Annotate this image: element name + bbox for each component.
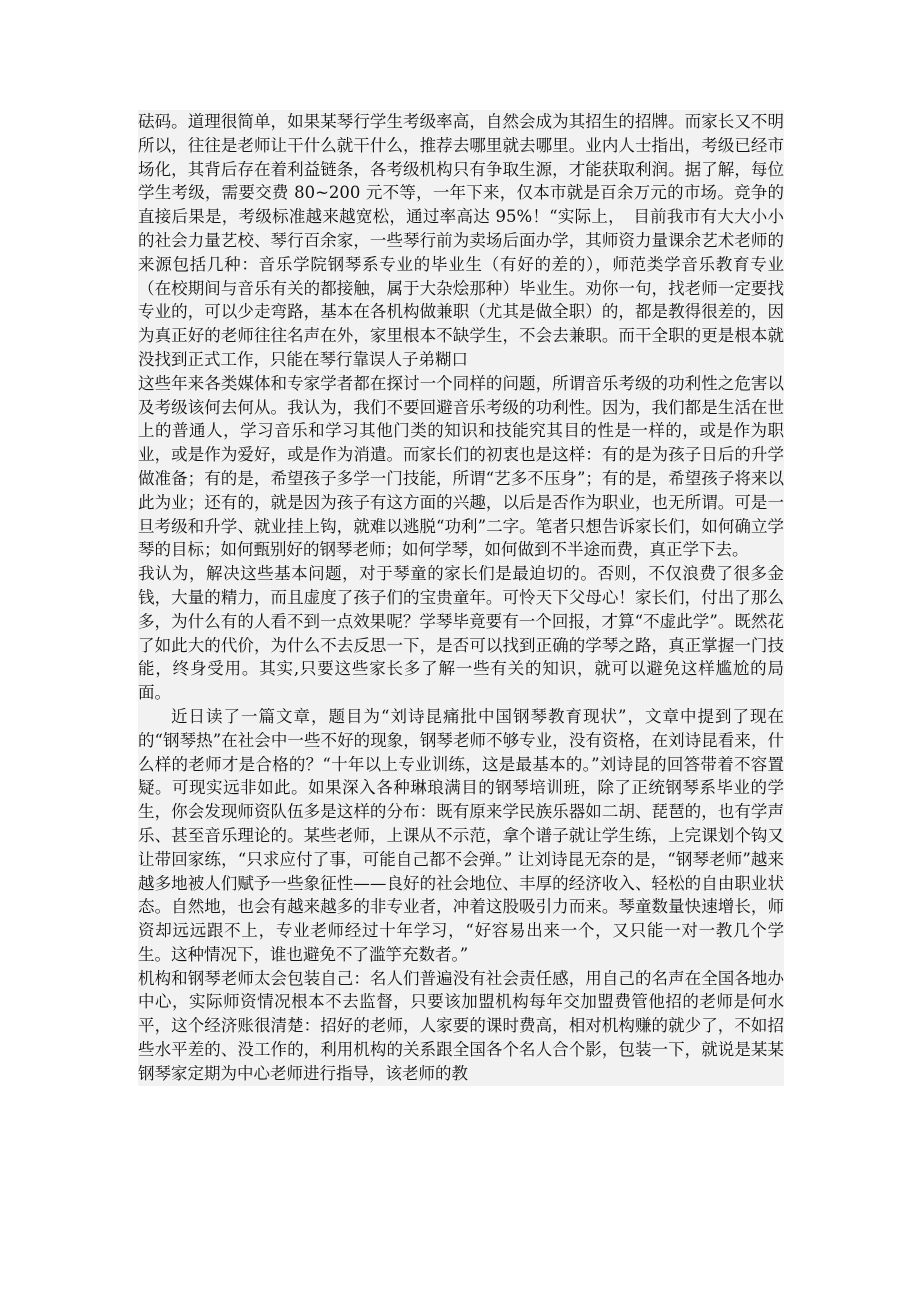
paragraph-exam-utility: 这些年来各类媒体和专家学者都在探讨一个同样的问题，所谓音乐考级的功利性之危害以及考级该何去何从。我认为，我们不要回避音乐考级的功利性。因为，我们都是生活在世上的普通人，学习音乐和学习其他门类的知识和技能究其目的性是一样的，或是作为职业，或是作为爱好，或是作为消遣。而家长们的初衷也是这样：有的是为孩子日后的升学做准备；有的是，希望孩子多学一门技能，所谓“艺多不压身”；有的是，希望孩子将来以此为业；还有的，就是因为孩子有这方面的兴趣，以后是否作为职业，也无所谓。可是一旦考级和升学、就业挂上钩，就难以逃脱“功利”二字。笔者只想告诉家长们，如何确立学琴的目标；如何甄别好的钢琴老师；如何学琴，如何做到不半途而费，真正学下去。 xyxy=(138,372,784,562)
paragraph-liu-shikun-article: 近日读了一篇文章，题目为“刘诗昆痛批中国钢琴教育现状”，文章中提到了现在的“钢琴热”在社会中一些不好的现象，钢琴老师不够专业，没有资格，在刘诗昆看来，什么样的老师才是合格的？“十年以上专业训练，这是最基本的。”刘诗昆的回答带着不容置疑。可现实远非如此。如果深入各种琳琅满目的钢琴培训班，除了正统钢琴系毕业的学生，你会发现师资队伍多是这样的分布：既有原来学民族乐器如二胡、琵琶的，也有学声乐、甚至音乐理论的。某些老师，上课从不示范，拿个谱子就让学生练，上完课划个钩又让带回家练，“只求应付了事，可能自己都不会弹。” 让刘诗昆无奈的是，“钢琴老师”越来越多地被人们赋予一些象征性——良好的社会地位、丰厚的经济收入、轻松的自由职业状态。自然地，也会有越来越多的非专业者，冲着这股吸引力而来。琴童数量快速增长，师资却远远跟不上，专业老师经过十年学习，“好容易出来一个，又只能一对一教几个学生。这种情况下，谁也避免不了滥竽充数者。” xyxy=(138,705,784,967)
paragraph-exam-market: 砝码。道理很简单，如果某琴行学生考级率高，自然会成为其招生的招牌。而家长又不明所以，往往是老师让干什么就干什么，推荐去哪里就去哪里。业内人士指出，考级已经市场化，其背后存在着利益链条，各考级机构只有争取生源，才能获取利润。据了解，每位学生考级，需要交费 80~200 元不等，一年下来，仅本市就是百余万元的市场。竞争的直接后果是，考级标准越来越宽松，通过率高达 95%！“实际上， 目前我市有大大小小的社会力量艺校、琴行百余家，一些琴行前为卖场后面办学，其师资力量课余艺术老师的来源包括几种：音乐学院钢琴系专业的毕业生（有好的差的），师范类学音乐教育专业（在校期间与音乐有关的都接触，属于大杂烩那种）毕业生。劝你一句，找老师一定要找专业的，可以少走弯路，基本在各机构做兼职（尤其是做全职）的，都是教得很差的，因为真正好的老师往往名声在外，家里根本不缺学生，不会去兼职。而干全职的更是根本就没找到正式工作，只能在琴行靠误人子弟糊口 xyxy=(138,110,784,372)
paragraph-parents-concern: 我认为，解决这些基本问题，对于琴童的家长们是最迫切的。否则，不仅浪费了很多金钱，大量的精力，而且虚度了孩子们的宝贵童年。可怜天下父母心！家长们，付出了那么多，为什么有的人看不到一点效果呢？学琴毕竟要有一个回报，才算“不虚此学”。既然花了如此大的代价，为什么不去反思一下，是否可以找到正确的学琴之路，真正掌握一门技能，终身受用。其实,只要这些家长多了解一些有关的知识，就可以避免这样尴尬的局面。 xyxy=(138,562,784,705)
paragraph-institutions-packaging: 机构和钢琴老师太会包装自己：名人们普遍没有社会责任感，用自己的名声在全国各地办中心，实际师资情况根本不去监督，只要该加盟机构每年交加盟费管他招的老师是何水平，这个经济账很清楚：招好的老师，人家要的课时费高，相对机构赚的就少了，不如招些水平差的、没工作的，利用机构的关系跟全国各个名人合个影，包装一下，就说是某某钢琴家定期为中心老师进行指导，该老师的教 xyxy=(138,967,784,1086)
document-page xyxy=(138,110,784,1086)
